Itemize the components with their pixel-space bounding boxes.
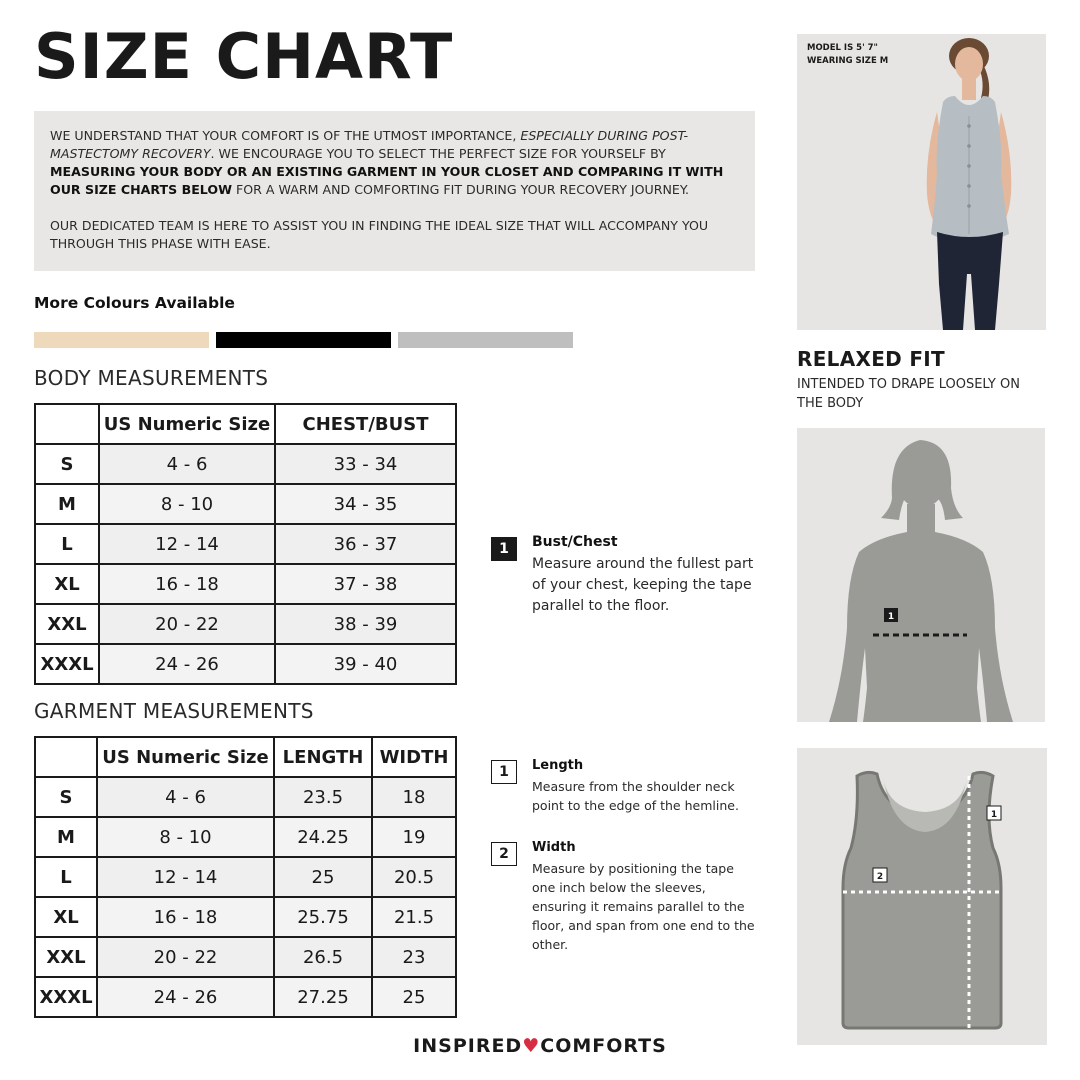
- model-height: MODEL IS 5' 7": [807, 43, 878, 53]
- brand-text-right: COMFORTS: [540, 1035, 667, 1057]
- header-cell: [35, 404, 99, 444]
- table-row: [35, 564, 456, 604]
- chest-cell: 38 - 39: [275, 604, 456, 644]
- us-size-cell: 24 - 26: [97, 977, 274, 1017]
- width-cell: 21.5: [372, 897, 456, 937]
- table-row: [35, 937, 456, 977]
- colour-swatch-beige[interactable]: [34, 332, 209, 348]
- size-cell: XL: [35, 564, 99, 604]
- brand-text-left: INSPIRED: [413, 1035, 523, 1057]
- step-number-badge: 1: [491, 760, 517, 784]
- colour-swatch-grey[interactable]: [398, 332, 573, 348]
- body-diagram: [797, 428, 1045, 722]
- garment-marker-1: 1: [990, 810, 998, 820]
- chest-cell: 33 - 34: [275, 444, 456, 484]
- width-cell: 20.5: [372, 857, 456, 897]
- model-photo: [797, 34, 1046, 330]
- us-size-cell: 16 - 18: [99, 564, 275, 604]
- header-cell: US Numeric Size: [97, 737, 274, 777]
- us-size-cell: 20 - 22: [99, 604, 275, 644]
- intro-panel: [34, 111, 755, 271]
- model-size: WEARING SIZE M: [807, 56, 889, 66]
- instruction-description: Measure from the shoulder neck point to the edge of the hemline.: [532, 779, 739, 813]
- body-measurements-table: [34, 403, 457, 685]
- table-row: [35, 444, 456, 484]
- brand-logo: [0, 1035, 1080, 1057]
- table-row: [35, 484, 456, 524]
- us-size-cell: 12 - 14: [99, 524, 275, 564]
- body-measurements-title: BODY MEASUREMENTS: [34, 366, 269, 390]
- instruction-title: Length: [532, 758, 584, 773]
- size-cell: XXL: [35, 604, 99, 644]
- size-cell: L: [35, 524, 99, 564]
- instruction-title: Width: [532, 840, 576, 855]
- size-cell: L: [35, 857, 97, 897]
- length-cell: 25.75: [274, 897, 372, 937]
- size-cell: S: [35, 777, 97, 817]
- size-cell: XL: [35, 897, 97, 937]
- garment-measurements-table: [34, 736, 457, 1018]
- length-cell: 27.25: [274, 977, 372, 1017]
- chest-cell: 34 - 35: [275, 484, 456, 524]
- us-size-cell: 8 - 10: [97, 817, 274, 857]
- header-cell: [35, 737, 97, 777]
- table-row: [35, 897, 456, 937]
- tank-top-illustration: [797, 748, 1047, 1045]
- us-size-cell: 24 - 26: [99, 644, 275, 684]
- fit-title: RELAXED FIT: [797, 347, 945, 371]
- us-size-cell: 16 - 18: [97, 897, 274, 937]
- model-illustration: [797, 34, 1046, 330]
- width-cell: 25: [372, 977, 456, 1017]
- heart-icon: ♥: [522, 1035, 541, 1057]
- width-cell: 23: [372, 937, 456, 977]
- size-cell: XXXL: [35, 644, 99, 684]
- length-cell: 24.25: [274, 817, 372, 857]
- size-cell: M: [35, 817, 97, 857]
- chest-cell: 36 - 37: [275, 524, 456, 564]
- instruction-description: Measure around the fullest part of your chest, keeping the tape parallel to the floor.: [532, 556, 754, 614]
- intro-paragraph-2: OUR DEDICATED TEAM IS HERE TO ASSIST YOU IN FINDING THE IDEAL SIZE THAT WILL ACCOMPANY YOU THROUGH THIS PHASE WITH EASE.: [50, 218, 709, 251]
- size-cell: XXL: [35, 937, 97, 977]
- us-size-cell: 8 - 10: [99, 484, 275, 524]
- length-cell: 25: [274, 857, 372, 897]
- size-cell: XXXL: [35, 977, 97, 1017]
- table-row: [35, 977, 456, 1017]
- garment-marker-2: 2: [876, 872, 884, 882]
- body-marker-1: 1: [887, 612, 895, 622]
- garment-diagram: [797, 748, 1047, 1045]
- length-instruction: [491, 758, 761, 818]
- table-row: [35, 777, 456, 817]
- instruction-description: Measure by positioning the tape one inch below the sleeves, ensuring it remains parallel to the floor, and span from one end to the other.: [532, 861, 755, 952]
- instruction-title: Bust/Chest: [532, 534, 618, 550]
- length-cell: 26.5: [274, 937, 372, 977]
- table-header-row: [35, 404, 456, 444]
- width-cell: 19: [372, 817, 456, 857]
- header-cell: WIDTH: [372, 737, 456, 777]
- garment-measurements-title: GARMENT MEASUREMENTS: [34, 699, 314, 723]
- chest-cell: 37 - 38: [275, 564, 456, 604]
- step-number-badge: 1: [491, 537, 517, 561]
- table-row: [35, 817, 456, 857]
- table-row: [35, 644, 456, 684]
- us-size-cell: 4 - 6: [97, 777, 274, 817]
- table-row: [35, 604, 456, 644]
- header-cell: CHEST/BUST: [275, 404, 456, 444]
- chest-cell: 39 - 40: [275, 644, 456, 684]
- us-size-cell: 12 - 14: [97, 857, 274, 897]
- width-cell: 18: [372, 777, 456, 817]
- step-number-badge: 2: [491, 842, 517, 866]
- header-cell: US Numeric Size: [99, 404, 275, 444]
- width-instruction: [491, 840, 761, 960]
- us-size-cell: 4 - 6: [99, 444, 275, 484]
- header-cell: LENGTH: [274, 737, 372, 777]
- table-row: [35, 524, 456, 564]
- size-cell: M: [35, 484, 99, 524]
- more-colours-label: More Colours Available: [34, 294, 235, 312]
- table-row: [35, 857, 456, 897]
- size-cell: S: [35, 444, 99, 484]
- us-size-cell: 20 - 22: [97, 937, 274, 977]
- model-note: [807, 42, 888, 68]
- fit-description: INTENDED TO DRAPE LOOSELY ON THE BODY: [797, 377, 1020, 411]
- colour-swatch-black[interactable]: [216, 332, 391, 348]
- intro-paragraph-1: WE UNDERSTAND THAT YOUR COMFORT IS OF THE UTMOST IMPORTANCE, ESPECIALLY DURING POST-MASTECTOMY RECOVERY. WE ENCOURAGE YOU TO SELECT THE PERFECT SIZE FOR YOURSELF BY MEASURING YOUR BODY OR AN EXISTING GARMENT IN YOUR CLOSET AND COMPARING IT WITH OUR SIZE CHARTS BELOW FOR A WARM AND COMFORTING FIT DURING YOUR RECOVERY JOURNEY.: [50, 128, 724, 197]
- body-silhouette-illustration: [797, 428, 1045, 722]
- table-header-row: [35, 737, 456, 777]
- length-cell: 23.5: [274, 777, 372, 817]
- bust-instruction: [491, 534, 761, 624]
- page-title: SIZE CHART: [34, 20, 454, 93]
